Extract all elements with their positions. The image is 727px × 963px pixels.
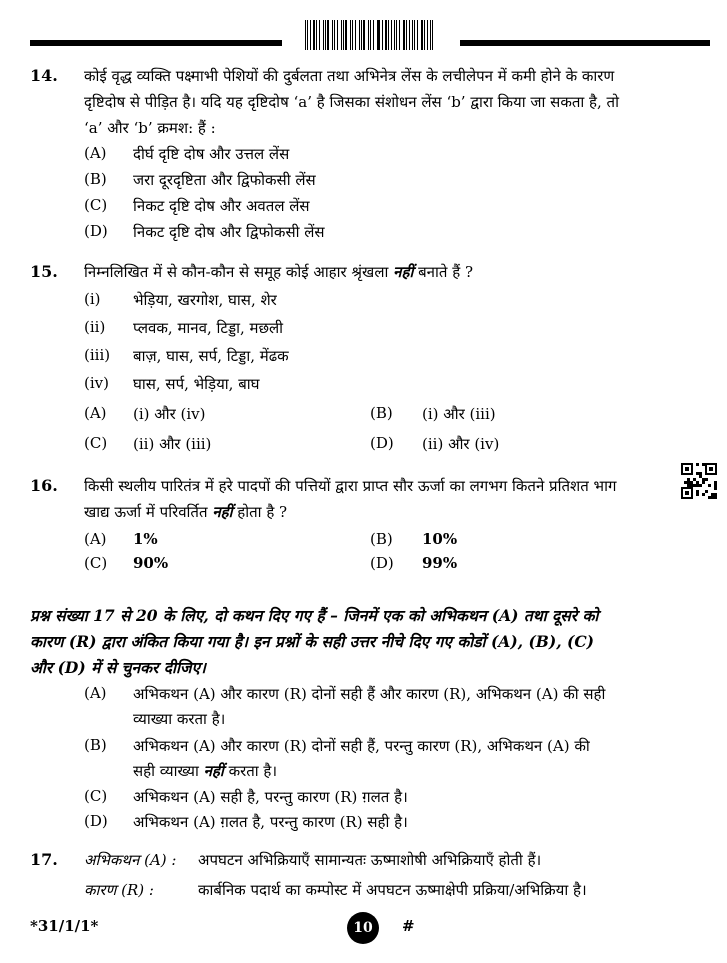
qr-module — [687, 478, 690, 481]
barcode-bar — [305, 20, 306, 50]
barcode-bar — [430, 20, 431, 50]
instr-option-label: (D) — [84, 812, 108, 830]
instr-option-line1: अभिकथन (A) और कारण (R) दोनों सही हैं, परन्तु कारण (R), अभिकथन (A) की — [133, 737, 590, 755]
barcode-bar — [350, 20, 351, 50]
q16-line2-post: होता है ? — [232, 503, 288, 521]
qr-module — [702, 493, 705, 496]
barcode-bar — [385, 20, 387, 50]
qr-module — [702, 481, 705, 484]
qr-module — [705, 490, 708, 493]
q15-option-label: (A) — [84, 404, 107, 422]
qr-module — [690, 481, 693, 484]
q15-text-pre: निम्नलिखित में से कौन-कौन से समूह कोई आहार श्रृंखला — [84, 263, 394, 281]
paper-code: *31/1/1* — [30, 917, 99, 935]
q16-text-line1: किसी स्थलीय पारितंत्र में हरे पादपों की पत्तियों द्वारा प्राप्त सौर ऊर्जा का लगभग कितने प्रतिशत भाग — [84, 477, 617, 495]
q15-option-label: (C) — [84, 434, 108, 452]
qr-module — [711, 493, 714, 496]
qr-module — [685, 467, 689, 471]
qr-module — [696, 484, 699, 487]
qr-module — [687, 484, 690, 487]
barcode-bar — [412, 20, 413, 50]
barcode-bar — [427, 20, 428, 50]
barcode — [305, 20, 435, 50]
barcode-bar — [327, 20, 328, 50]
q14-text-line2: दृष्टिदोष से पीड़ित है। यदि यह दृष्टिदोष ‘a’ है जिसका संशोधन लेंस ‘b’ द्वारा किया जा सकता है, तो — [84, 93, 619, 111]
qr-module — [696, 481, 699, 484]
barcode-bar — [368, 20, 369, 50]
q15-item-text: प्लवक, मानव, टिड्डा, मछली — [133, 319, 284, 337]
q17-reason-text: कार्बनिक पदार्थ का कम्पोस्ट में अपघटन ऊष्माक्षेपी प्रक्रिया/अभिक्रिया है। — [198, 881, 587, 899]
q16-line2-em: नहीं — [212, 503, 233, 521]
qr-module — [687, 481, 690, 484]
instr-option-line2 — [133, 761, 277, 781]
barcode-bar — [307, 20, 308, 50]
instr-option-label: (A) — [84, 684, 107, 702]
qr-module — [684, 481, 687, 484]
q16-line2-pre: खाद्य ऊर्जा में परिवर्तित — [84, 503, 213, 521]
barcode-bar — [341, 20, 342, 50]
q14-number: 14. — [30, 66, 58, 85]
qr-module — [705, 478, 708, 481]
barcode-bar — [310, 20, 311, 50]
barcode-bar — [399, 20, 400, 50]
barcode-bar — [417, 20, 418, 50]
barcode-bar — [313, 20, 315, 50]
qr-module — [714, 493, 717, 496]
qr-module — [693, 484, 696, 487]
barcode-bar — [424, 20, 425, 50]
q15-item-label: (iii) — [84, 346, 111, 364]
barcode-bar — [382, 20, 383, 50]
qr-module — [690, 484, 693, 487]
q15-item-text: बाज़, घास, सर्प, टिड्डा, मेंढक — [133, 347, 289, 365]
q14-option-label: (D) — [84, 222, 108, 240]
qr-module — [711, 496, 714, 499]
q15-text-em: नहीं — [393, 263, 414, 281]
qr-module — [685, 491, 689, 495]
q14-option-label: (A) — [84, 144, 107, 162]
header-bar-left — [30, 40, 282, 46]
barcode-bar — [403, 20, 405, 50]
q16-option-text: 1% — [133, 530, 158, 548]
instr-b-post: करता है। — [223, 762, 278, 780]
barcode-bar — [409, 20, 410, 50]
barcode-bar — [394, 20, 395, 50]
qr-code — [681, 463, 717, 499]
q16-option-label: (D) — [370, 554, 394, 572]
hash-mark: # — [402, 917, 415, 935]
q16-option-label: (A) — [84, 530, 107, 548]
instr-option-line1: अभिकथन (A) सही है, परन्तु कारण (R) ग़लत है। — [133, 788, 408, 806]
barcode-bar — [343, 20, 344, 50]
q14-text-line3: ‘a’ और ‘b’ क्रमश: हैं : — [84, 119, 216, 137]
barcode-bar — [332, 20, 334, 50]
barcode-bar — [414, 20, 415, 50]
barcode-bar — [421, 20, 423, 50]
q16-option-label: (B) — [370, 530, 393, 548]
qr-module — [709, 467, 713, 471]
qr-module — [696, 472, 699, 475]
q16-option-text: 10% — [422, 530, 458, 548]
q15-option-text: (ii) और (iii) — [133, 435, 212, 453]
qr-module — [696, 490, 699, 493]
barcode-bar — [377, 20, 378, 50]
instr-option-line1: अभिकथन (A) और कारण (R) दोनों सही हैं और कारण (R), अभिकथन (A) की सही — [133, 685, 606, 703]
qr-module — [708, 484, 711, 487]
barcode-bar — [352, 20, 353, 50]
qr-module — [714, 487, 717, 490]
q16-option-label: (C) — [84, 554, 108, 572]
qr-module — [714, 496, 717, 499]
barcode-bar — [337, 20, 338, 50]
q15-option-text: (ii) और (iv) — [422, 435, 500, 453]
instr-option-label: (B) — [84, 736, 107, 754]
qr-module — [714, 481, 717, 484]
barcode-bar — [316, 20, 317, 50]
header-bar-right — [460, 40, 710, 46]
q14-option-label: (B) — [84, 170, 107, 188]
q15-option-label: (D) — [370, 434, 394, 452]
barcode-bar — [373, 20, 374, 50]
barcode-bar — [359, 20, 360, 50]
qr-module — [702, 463, 705, 466]
qr-module — [702, 478, 705, 481]
q14-option-text: निकट दृष्टि दोष और द्विफोकसी लेंस — [133, 223, 325, 241]
barcode-bar — [334, 20, 335, 50]
qr-module — [699, 484, 702, 487]
q15-item-text: घास, सर्प, भेड़िया, बाघ — [133, 375, 260, 393]
q15-text — [84, 262, 473, 282]
instr-b-pre: सही व्याख्या — [133, 762, 204, 780]
qr-module — [693, 478, 696, 481]
barcode-bar — [378, 20, 379, 50]
q14-option-label: (C) — [84, 196, 108, 214]
q15-option-text: (i) और (iii) — [422, 405, 496, 423]
q17-assertion-text: अपघटन अभिक्रियाएँ सामान्यतः ऊष्माशोषी अभिक्रियाएँ होती हैं। — [198, 851, 542, 869]
barcode-bar — [406, 20, 407, 50]
barcode-bar — [396, 20, 397, 50]
q14-option-text: निकट दृष्टि दोष और अवतल लेंस — [133, 197, 310, 215]
barcode-bar — [432, 20, 433, 50]
barcode-bar — [370, 20, 371, 50]
barcode-bar — [345, 20, 347, 50]
barcode-bar — [391, 20, 392, 50]
q17-assertion-label: अभिकथन (A) : — [84, 851, 177, 869]
instructions-line2: कारण (R) द्वारा अंकित किया गया है। इन प्रश्नों के सही उत्तर नीचे दिए गए कोडों (A), (B), (C) — [30, 632, 595, 651]
q14-option-text: दीर्घ दृष्टि दोष और उत्तल लेंस — [133, 145, 290, 163]
instructions-line3: और (D) में से चुनकर दीजिए। — [30, 658, 206, 677]
barcode-bar — [319, 20, 320, 50]
q16-option-text: 90% — [133, 554, 169, 572]
instr-b-em: नहीं — [203, 762, 224, 780]
q16-number: 16. — [30, 476, 58, 495]
barcode-bar — [388, 20, 389, 50]
q17-reason-label: कारण (R) : — [84, 881, 154, 899]
q15-option-label: (B) — [370, 404, 393, 422]
q15-item-label: (ii) — [84, 318, 106, 336]
barcode-bar — [355, 20, 356, 50]
qr-module — [699, 475, 702, 478]
q17-number: 17. — [30, 850, 58, 869]
page-number: 10 — [347, 912, 379, 944]
q14-option-text: जरा दूरदृष्टिता और द्विफोकसी लेंस — [133, 171, 316, 189]
qr-module — [696, 463, 699, 466]
q15-item-label: (iv) — [84, 374, 109, 392]
q16-text-line2 — [84, 502, 287, 522]
barcode-bar — [361, 20, 362, 50]
instr-option-line2: व्याख्या करता है। — [133, 710, 226, 728]
barcode-bar — [323, 20, 324, 50]
q14-text-line1: कोई वृद्ध व्यक्ति पक्ष्माभी पेशियों की दुर्बलता तथा अभिनेत्र लेंस के लचीलेपन में कमी होने के कारण — [84, 67, 615, 85]
qr-module — [699, 472, 702, 475]
qr-module — [696, 493, 699, 496]
barcode-bar — [363, 20, 365, 50]
q15-item-label: (i) — [84, 290, 101, 308]
instr-option-line1: अभिकथन (A) ग़लत है, परन्तु कारण (R) सही है। — [133, 813, 408, 831]
barcode-bar — [325, 20, 326, 50]
q15-item-text: भेड़िया, खरगोश, घास, शेर — [133, 291, 277, 309]
instructions-line1: प्रश्न संख्या 17 से 20 के लिए, दो कथन दिए गए हैं – जिनमें एक को अभिकथन (A) तथा दूसरे को — [30, 606, 599, 625]
q15-option-text: (i) और (iv) — [133, 405, 206, 423]
instr-option-label: (C) — [84, 787, 108, 805]
qr-module — [708, 496, 711, 499]
q15-number: 15. — [30, 262, 58, 281]
q16-option-text: 99% — [422, 554, 458, 572]
q15-text-post: बनाते हैं ? — [413, 263, 473, 281]
qr-module — [714, 484, 717, 487]
